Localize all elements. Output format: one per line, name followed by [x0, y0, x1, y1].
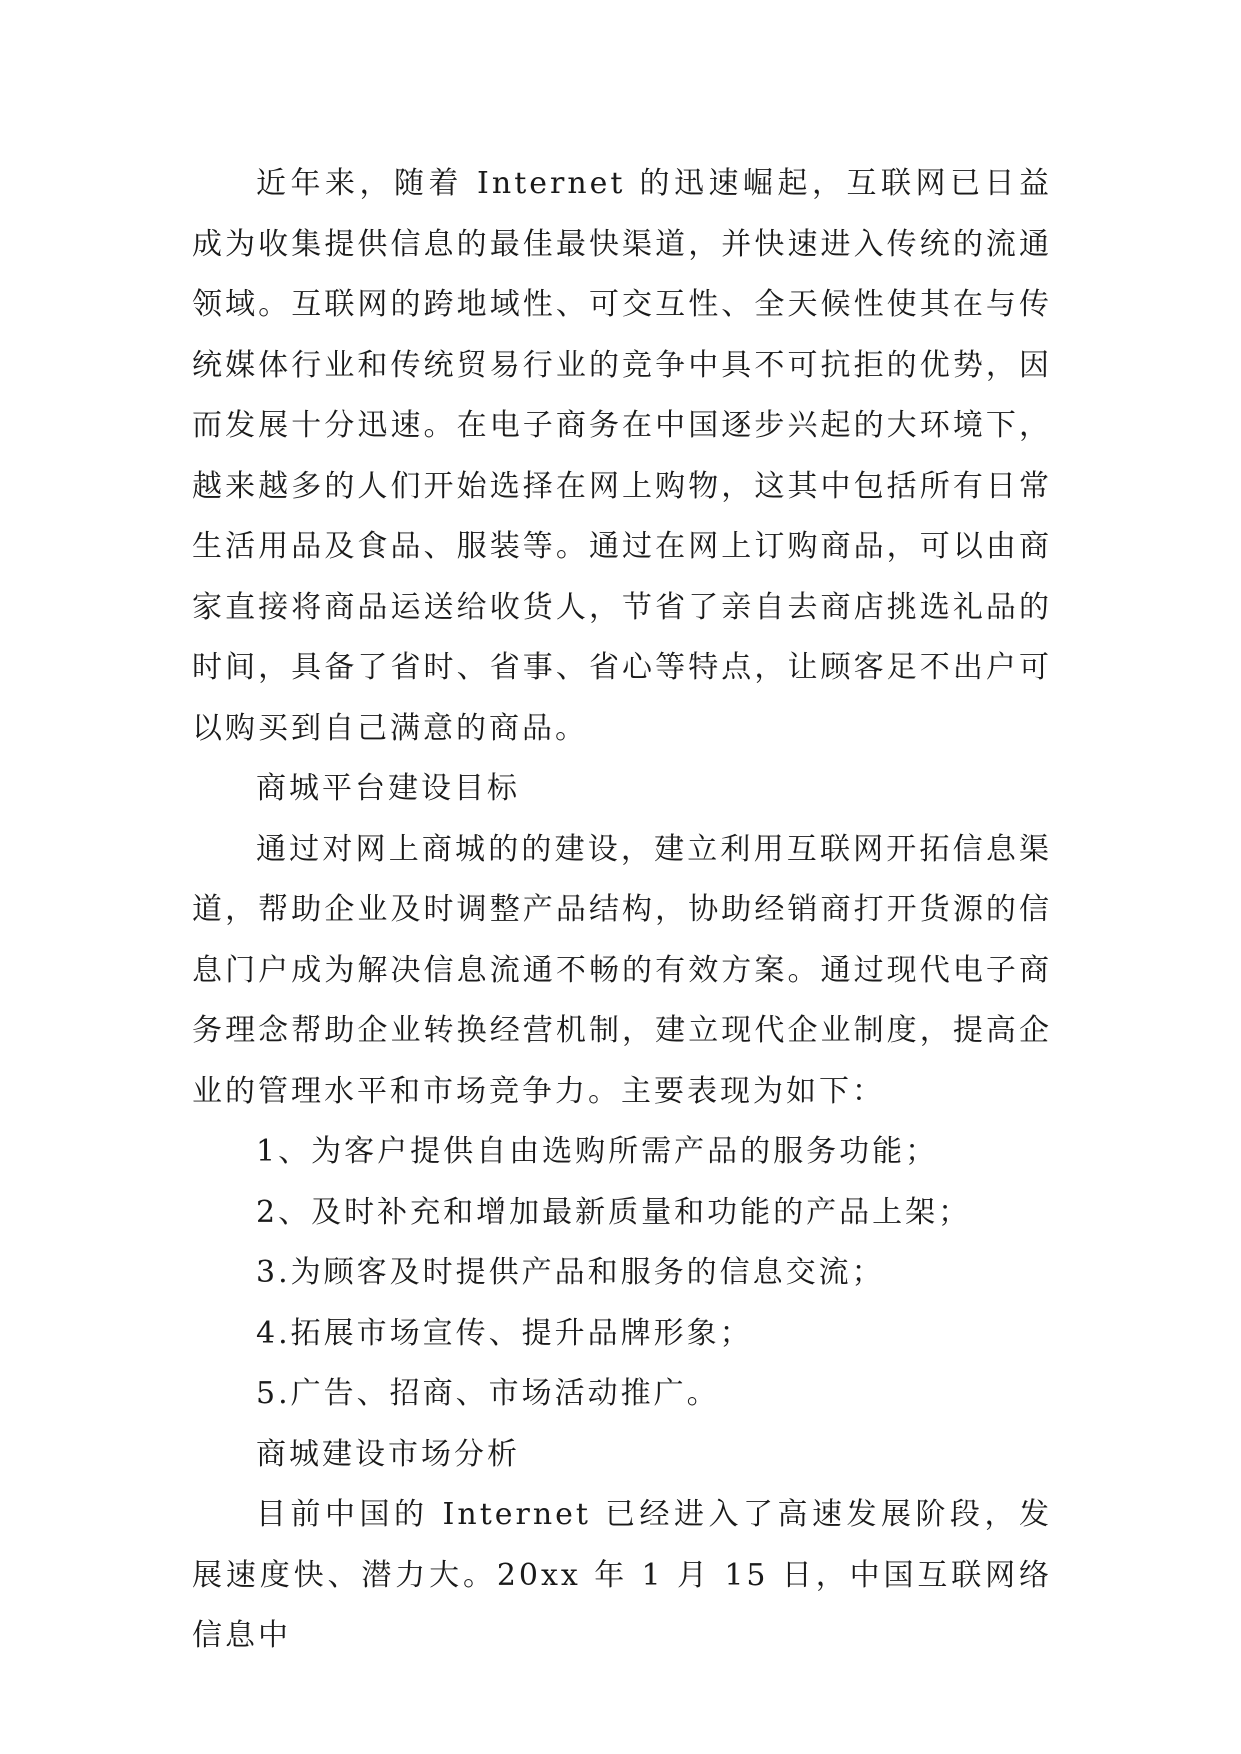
- paragraph-platform-goals: 通过对网上商城的的建设，建立利用互联网开拓信息渠道，帮助企业及时调整产品结构，协助经销商打开货源的信息门户成为解决信息流通不畅的有效方案。通过现代电子商务理念帮助企业转换经营机制，建立现代企业制度，提高企业的管理水平和市场竞争力。主要表现为如下：: [192, 831, 1052, 1109]
- paragraph-market-analysis: 目前中国的 Internet 已经进入了高速发展阶段，发展速度快、潜力大。20xx 年 1 月 15 日，中国互联网络信息中: [192, 1497, 1052, 1653]
- heading-market-analysis: 商城建设市场分析: [256, 1436, 520, 1472]
- heading-platform-goals: 商城平台建设目标: [256, 771, 520, 806]
- list-item-4: 4.拓展市场宣传、提升品牌形象；: [256, 1315, 753, 1351]
- list-item-5: 5.广告、招商、市场活动推广。: [256, 1376, 720, 1411]
- document-body: [192, 154, 1052, 1667]
- paragraph-intro: 近年来，随着 Internet 的迅速崛起，互联网已日益成为收集提供信息的最佳最快渠道，并快速进入传统的流通领域。互联网的跨地域性、可交互性、全天候性使其在与传统媒体行业和传统贸易行业的竞争中具不可抗拒的优势，因而发展十分迅速。在电子商务在中国逐步兴起的大环境下，越来越多的人们开始选择在网上购物，这其中包括所有日常生活用品及食品、服装等。通过在网上订购商品，可以由商家直接将商品运送给收货人，节省了亲自去商店挑选礼品的时间，具备了省时、省事、省心等特点，让顾客足不出户可以购买到自己满意的商品。: [192, 166, 1052, 746]
- list-item-3: 3.为顾客及时提供产品和服务的信息交流；: [256, 1255, 885, 1290]
- list-item-2: 2、及时补充和增加最新质量和功能的产品上架；: [256, 1194, 972, 1230]
- list-item-1: 1、为客户提供自由选购所需产品的服务功能；: [256, 1134, 939, 1169]
